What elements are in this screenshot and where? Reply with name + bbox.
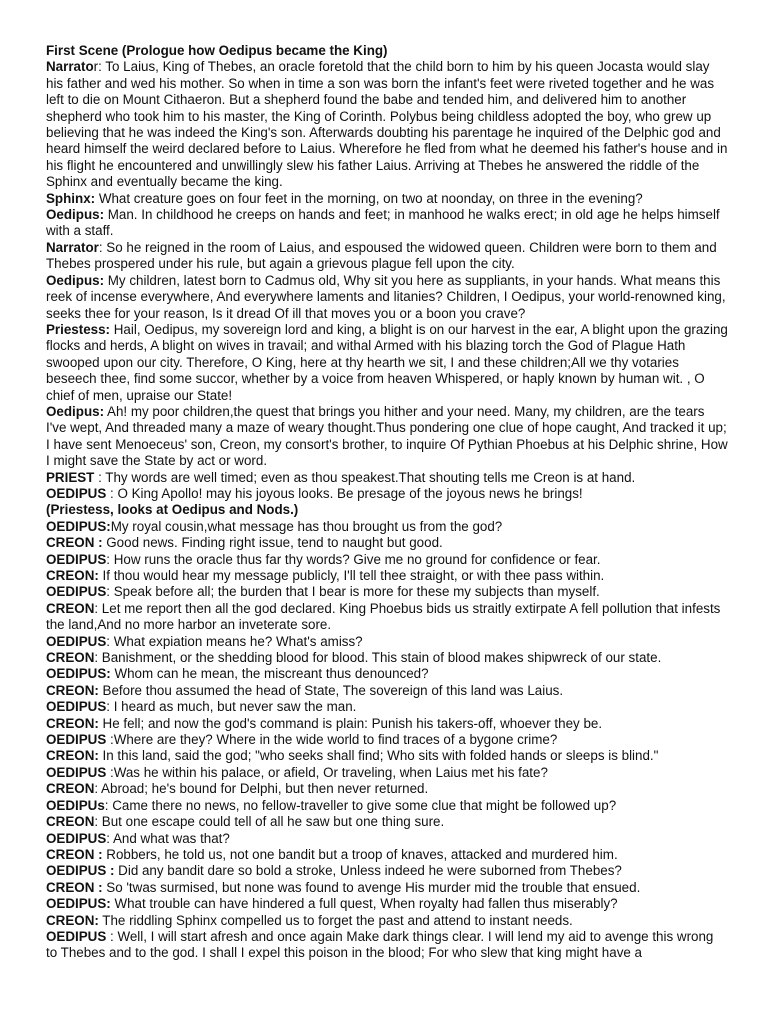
speaker-name: OEDIPUS: xyxy=(46,666,111,682)
dialogue-body xyxy=(46,59,728,961)
dialogue-line xyxy=(46,535,728,551)
dialogue-text: : To Laius, King of Thebes, an oracle foretold that the child born to him by his queen Jocasta would slay his father and wed his mother. So when in time a son was born the infant's feet were riveted together and he was left to die on Mount Cithaeron. But a shepherd found the babe and tended him, and delivered him to another shepherd who took him to his master, the King of Corinth. Polybus being childless adopted the boy, who grew up believing that he was indeed the King's son. Afterwards doubting his parentage he inquired of the Delphic god and heard himself the weird declared before to Laius. Wherefore he fled from what he deemed his father's house and in his flight he encountered and unwillingly slew his father Laius. Arriving at Thebes he answered the riddle of the Sphinx and eventually became the king. xyxy=(46,59,728,190)
dialogue-text: Did any bandit dare so bold a stroke, Unless indeed he were suborned from Thebes? xyxy=(114,863,622,879)
dialogue-line xyxy=(46,748,728,764)
dialogue-text: If thou would hear my message publicly, I'll tell thee straight, or with thee pass within. xyxy=(98,568,605,583)
dialogue-text: : But one escape could tell of all he saw but one thing sure. xyxy=(94,814,445,830)
speaker-name: OEDIPUS xyxy=(46,551,107,567)
dialogue-line xyxy=(46,831,728,847)
dialogue-line xyxy=(46,486,728,502)
dialogue-line xyxy=(46,240,728,273)
dialogue-text: : Abroad; he's bound for Delphi, but then never returned. xyxy=(94,781,429,797)
dialogue-line xyxy=(46,798,728,814)
speaker-name: Narrator xyxy=(46,239,99,255)
dialogue-line xyxy=(46,519,728,535)
speaker-name: Sphinx: xyxy=(46,190,96,206)
dialogue-text: : Let me report then all the god declared. King Phoebus bids us straitly extirpate A fell pollution that infests the land,And no more harbor an inveterate sore. xyxy=(46,600,721,633)
dialogue-text: : Banishment, or the shedding blood for blood. This stain of blood makes shipwreck of our state. xyxy=(94,650,662,666)
dialogue-line xyxy=(46,765,728,781)
dialogue-text: Man. In childhood he creeps on hands and feet; in manhood he walks erect; in old age he helps himself with a staff. xyxy=(46,207,720,239)
speaker-name: Priestess: xyxy=(46,321,111,337)
dialogue-text: : Speak before all; the burden that I bear is more for these my subjects than myself. xyxy=(106,584,600,600)
speaker-name: Oedipus: xyxy=(46,272,105,288)
dialogue-line xyxy=(46,732,728,748)
speaker-name: CREON: xyxy=(46,748,99,764)
speaker-name: CREON : xyxy=(46,879,103,895)
speaker-name: Narrato xyxy=(46,59,94,75)
dialogue-text: He fell; and now the god's command is plain: Punish his takers-off, whoever they be. xyxy=(98,715,603,731)
speaker-name: OEDIPUS : xyxy=(46,863,115,879)
dialogue-line xyxy=(46,863,728,879)
speaker-name: OEDIPUS xyxy=(46,830,107,846)
dialogue-text: : Thy words are well timed; even as thou speakest.That shouting tells me Creon is at hand. xyxy=(94,469,636,485)
dialogue-line xyxy=(46,59,728,190)
dialogue-line xyxy=(46,880,728,896)
dialogue-line xyxy=(46,716,728,732)
dialogue-line xyxy=(46,470,728,486)
dialogue-line xyxy=(46,568,728,584)
dialogue-text: My children, latest born to Cadmus old, Why sit you here as suppliants, in your hands. What means this reek of incense everywhere, And everywhere laments and litanies? Children, I Oedipus, your world-renowned king, seeks thee for your reason, Is it dread Of ill that moves you or a boon you crave? xyxy=(46,272,726,321)
dialogue-line xyxy=(46,322,728,404)
dialogue-text: What creature goes on four feet in the morning, on two at noonday, on three in the evening? xyxy=(95,190,643,206)
dialogue-line xyxy=(46,601,728,634)
dialogue-line xyxy=(46,683,728,699)
dialogue-text: My royal cousin,what message has thou brought us from the god? xyxy=(110,518,503,534)
dialogue-text: : I heard as much, but never saw the man. xyxy=(106,699,357,715)
speaker-name: OEDIPUS xyxy=(46,699,107,715)
dialogue-text: :Where are they? Where in the wide world to find traces of a bygone crime? xyxy=(106,732,558,748)
dialogue-text: Before thou assumed the head of State, The sovereign of this land was Laius. xyxy=(98,682,564,698)
dialogue-text: The riddling Sphinx compelled us to forget the past and attend to instant needs. xyxy=(98,912,573,928)
dialogue-line xyxy=(46,814,728,830)
speaker-name: CREON: xyxy=(46,568,99,583)
dialogue-text: Good news. Finding right issue, tend to naught but good. xyxy=(102,535,443,551)
dialogue-line xyxy=(46,699,728,715)
dialogue-text: So 'twas surmised, but none was found to avenge His murder mid the trouble that ensued. xyxy=(102,879,641,895)
dialogue-line xyxy=(46,781,728,797)
dialogue-text: Robbers, he told us, not one bandit but a troop of knaves, attacked and murdered him. xyxy=(102,846,618,862)
speaker-name: CREON: xyxy=(46,912,99,928)
speaker-name: OEDIPUS xyxy=(46,732,107,748)
dialogue-line xyxy=(46,552,728,568)
speaker-name: PRIEST xyxy=(46,469,95,485)
dialogue-text: What trouble can have hindered a full quest, When royalty had fallen thus miserably? xyxy=(110,896,618,912)
speaker-name: CREON xyxy=(46,781,95,797)
dialogue-line xyxy=(46,207,728,240)
speaker-name: CREON : xyxy=(46,535,103,551)
speaker-name-tail: r xyxy=(93,59,99,75)
speaker-name: Oedipus: xyxy=(46,403,105,419)
speaker-name: CREON : xyxy=(46,846,103,862)
speaker-name: Oedipus: xyxy=(46,207,105,223)
dialogue-text: Ah! my poor children,the quest that brings you hither and your need. Many, my children, are the tears I've wept, And threaded many a maze of weary thought.Thus pondering one clue of hope caught, And tracked it up; I have sent Menoeceus' son, Creon, my consort's brother, to inquire Of Pythian Phoebus at his Delphic shrine, How I might save the State by act or word. xyxy=(46,403,728,469)
dialogue-text: : So he reigned in the room of Laius, and espoused the widowed queen. Children were born to them and Thebes prospered under his rule, but again a grievous plague fell upon the city. xyxy=(46,239,717,272)
dialogue-line xyxy=(46,896,728,912)
speaker-name: OEDIPUS xyxy=(46,764,107,780)
dialogue-line xyxy=(46,584,728,600)
speaker-name: (Priestess, looks at Oedipus and Nods.) xyxy=(46,502,299,518)
dialogue-text: In this land, said the god; "who seeks shall find; Who sits with folded hands or sleeps is blind." xyxy=(98,748,659,764)
dialogue-line xyxy=(46,502,728,518)
speaker-name: OEDIPUS xyxy=(46,485,107,501)
speaker-name: OEDIPUS xyxy=(46,928,107,944)
dialogue-line xyxy=(46,273,728,322)
speaker-name: CREON xyxy=(46,814,95,830)
dialogue-text: :Was he within his palace, or afield, Or traveling, when Laius met his fate? xyxy=(106,764,548,780)
dialogue-line xyxy=(46,634,728,650)
speaker-name: OEDIPUS: xyxy=(46,518,111,534)
dialogue-line xyxy=(46,847,728,863)
dialogue-text: Whom can he mean, the miscreant thus denounced? xyxy=(110,666,429,682)
speaker-name: OEDIPUS xyxy=(46,584,107,600)
dialogue-text: : Well, I will start afresh and once again Make dark things clear. I will lend my aid to avenge this wrong to Thebes and to the god. I shall I expel this poison in the blood; For who slew that king might have a xyxy=(46,928,714,961)
speaker-name: OEDIPUS xyxy=(46,633,107,649)
dialogue-text: : How runs the oracle thus far thy words? Give me no ground for confidence or fear. xyxy=(106,551,601,567)
speaker-name: CREON: xyxy=(46,682,99,698)
dialogue-line xyxy=(46,191,728,207)
dialogue-line xyxy=(46,666,728,682)
dialogue-line xyxy=(46,929,728,962)
dialogue-line xyxy=(46,404,728,470)
speaker-name: CREON xyxy=(46,600,95,616)
speaker-name: CREON: xyxy=(46,715,99,731)
dialogue-text: : O King Apollo! may his joyous looks. Be presage of the joyous news he brings! xyxy=(106,485,583,501)
dialogue-text: : Came there no news, no fellow-traveller to give some clue that might be followed up? xyxy=(104,797,617,813)
scene-heading: First Scene (Prologue how Oedipus became the King) xyxy=(46,43,388,58)
dialogue-text: : And what was that? xyxy=(106,830,230,846)
speaker-name: CREON xyxy=(46,650,95,666)
dialogue-line xyxy=(46,913,728,929)
dialogue-text: Hail, Oedipus, my sovereign lord and king, a blight is on our harvest in the ear, A blight upon the grazing flocks and herds, A blight on wives in travail; and withal Armed with his blazing torch the God of Plague Hath swooped upon our city. Therefore, O King, here at thy hearth we sit, I and these children;All we thy votaries beseech thee, find some succor, whether by a voice from heaven Whispered, or haply known by human wit. , O chief of men, upraise our State! xyxy=(46,321,728,403)
dialogue-text: : What expiation means he? What's amiss? xyxy=(106,633,363,649)
speaker-name: OEDIPUs xyxy=(46,797,105,813)
speaker-name: OEDIPUS: xyxy=(46,896,111,912)
dialogue-line xyxy=(46,650,728,666)
